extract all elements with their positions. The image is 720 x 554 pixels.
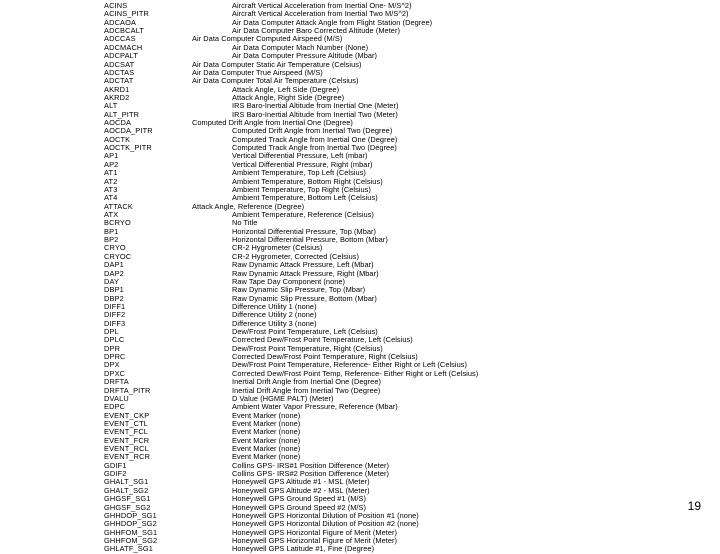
variable-description: Dew/Frost Point Temperature, Left (Celsius) xyxy=(232,327,378,337)
variable-name: ADCCAS xyxy=(104,35,136,44)
variable-name: EVENT_FCL xyxy=(104,428,149,437)
variable-description: Event Marker (none) xyxy=(232,444,301,454)
variable-name: GHALT_SG2 xyxy=(104,486,149,495)
variable-name: DBP2 xyxy=(104,294,124,303)
variable-name: GDIF2 xyxy=(104,470,127,479)
variable-name: ACINS xyxy=(104,2,128,10)
variable-name: DIFF2 xyxy=(104,311,126,320)
variable-name: ADCTAT xyxy=(104,77,134,86)
variable-description: Dew/Frost Point Temperature, Right (Celsius) xyxy=(232,343,383,353)
variable-name: ATX xyxy=(104,210,119,219)
variable-description: Collins GPS- IRS#2 Position Difference (Meter) xyxy=(232,469,390,479)
variable-description: Horizontal Differential Pressure, Top (Mbar) xyxy=(232,226,377,236)
variable-description: Honeywell GPS Altitude #1 - MSL (Meter) xyxy=(232,477,370,487)
variable-description: Honeywell GPS Ground Speed #2 (M/S) xyxy=(232,502,367,512)
variable-name: DAP2 xyxy=(104,269,124,278)
variable-description: Ambient Temperature, Bottom Right (Celsius) xyxy=(232,176,383,186)
variable-description: Ambient Temperature, Bottom Left (Celsius) xyxy=(232,193,378,203)
variable-description: Honeywell GPS Horizontal Dilution of Position #2 (none) xyxy=(232,519,419,529)
variable-name: EVENT_RCL xyxy=(104,445,149,454)
variable-name: AT4 xyxy=(104,194,118,203)
variable-name: AT3 xyxy=(104,185,118,194)
variable-description: Event Marker (none) xyxy=(232,452,301,462)
variable-row xyxy=(104,537,574,545)
variable-description: Raw Dynamic Attack Pressure, Left (Mbar) xyxy=(232,260,374,270)
variable-description: Ambient Temperature, Reference (Celsius) xyxy=(232,209,374,219)
variable-description: Honeywell GPS Altitude #2 - MSL (Meter) xyxy=(232,485,370,495)
variable-description: Honeywell GPS Horizontal Figure of Merit (Meter) xyxy=(232,527,398,537)
variable-description: Raw Tape Day Component (none) xyxy=(232,276,346,286)
variable-row xyxy=(104,211,574,219)
variable-row xyxy=(104,445,574,453)
variable-description: Air Data Computer Static Air Temperature (Celsius) xyxy=(192,59,362,69)
variable-name: DPLC xyxy=(104,336,125,345)
variable-name: EVENT_FCR xyxy=(104,436,150,445)
variable-name: DBP1 xyxy=(104,286,124,295)
variable-description: CR-2 Hygrometer (Celsius) xyxy=(232,243,323,253)
variable-description: D Value (HGME PALT) (Meter) xyxy=(232,393,334,403)
variable-name: ACINS_PITR xyxy=(104,10,150,19)
variable-description: CR-2 Hygrometer, Corrected (Celsius) xyxy=(232,251,360,261)
variable-name: DPRC xyxy=(104,353,126,362)
variable-description: Inertial Drift Angle from Inertial One (Degree) xyxy=(232,377,381,387)
variable-description: Aircraft Vertical Acceleration from Inertial Two M/S^2) xyxy=(232,9,409,19)
variable-name: DRFTA xyxy=(104,378,129,387)
variable-name: CRYOC xyxy=(104,252,132,261)
variable-description: Air Data Computer Baro Corrected Altitude (Meter) xyxy=(232,26,400,36)
variable-name: GHHDOP_SG2 xyxy=(104,520,157,529)
variable-name: BP2 xyxy=(104,236,119,245)
variable-name: DPR xyxy=(104,344,121,353)
variable-description: Air Data Computer Computed Airspeed (M/S) xyxy=(192,34,343,44)
variable-description: Computed Drift Angle from Inertial One (Degree) xyxy=(192,118,353,128)
variable-name: AOCTK_PITR xyxy=(104,144,152,153)
variable-description: Air Data Computer Pressure Altitude (Mbar) xyxy=(232,51,378,61)
variable-description: Event Marker (none) xyxy=(232,418,301,428)
variable-row xyxy=(104,403,574,411)
variable-name: AOCDA_PITR xyxy=(104,127,153,136)
variable-row xyxy=(104,236,574,244)
variable-row xyxy=(104,437,574,445)
variable-name: ADCAOA xyxy=(104,18,137,27)
variable-description: Event Marker (none) xyxy=(232,435,301,445)
variable-description: Air Data Computer Total Air Temperature (Celsius) xyxy=(192,76,359,86)
variable-description: Attack Angle, Reference (Degree) xyxy=(192,201,305,211)
variable-row xyxy=(104,194,574,202)
variable-name: DAP1 xyxy=(104,261,124,270)
variable-description: Corrected Dew/Frost Point Temperature, Left (Celsius) xyxy=(232,335,413,345)
variable-description: Inertial Drift Angle from Inertial Two (Degree) xyxy=(232,385,381,395)
variable-row xyxy=(104,412,574,420)
variable-name: AOCDA xyxy=(104,119,132,128)
variable-name: ALT xyxy=(104,102,118,111)
variable-name: AP1 xyxy=(104,152,119,161)
variable-name: GDIF1 xyxy=(104,461,127,470)
variable-list xyxy=(104,2,574,554)
variable-name: ATTACK xyxy=(104,202,133,211)
variable-description: Vertical Differential Pressure, Left (mbar) xyxy=(232,151,368,161)
variable-description: Honeywell GPS Horizontal Dilution of Position #1 (none) xyxy=(232,510,419,520)
variable-description: No Title xyxy=(232,218,258,228)
variable-description: Difference Utility 3 (none) xyxy=(232,318,317,328)
variable-name: CRYO xyxy=(104,244,126,253)
variable-row xyxy=(104,428,574,436)
variable-description: Ambient Temperature, Top Right (Celsius) xyxy=(232,184,371,194)
variable-row xyxy=(104,77,574,85)
page-number: 19 xyxy=(687,499,701,513)
variable-name: EVENT_RCR xyxy=(104,453,151,462)
variable-row xyxy=(104,295,574,303)
variable-row xyxy=(104,61,574,69)
variable-name: AOCTK xyxy=(104,135,131,144)
variable-description: Ambient Water Vapor Pressure, Reference (Mbar) xyxy=(232,402,398,412)
variable-description: Honeywell GPS Latitude #1, Fine (Degree) xyxy=(232,544,375,554)
variable-description: Honeywell GPS Horizontal Figure of Merit (Meter) xyxy=(232,536,398,545)
variable-name: ADCPALT xyxy=(104,52,139,61)
variable-name: ADCTAS xyxy=(104,68,135,77)
variable-name: DPX xyxy=(104,361,120,370)
variable-name: ALT_PITR xyxy=(104,110,140,119)
variable-name: EVENT_CKP xyxy=(104,411,150,420)
variable-name: DRFTA_PITR xyxy=(104,386,151,395)
variable-row xyxy=(104,387,574,395)
variable-description: IRS Baro-Inertial Altitude from Inertial Two (Meter) xyxy=(232,109,398,119)
variable-name: GHGSF_SG1 xyxy=(104,495,151,504)
variable-name: GHGSF_SG2 xyxy=(104,503,151,512)
variable-description: Dew/Frost Point Temperature, Reference- Either Right or Left (Celsius) xyxy=(232,360,468,370)
variable-description: Computed Track Angle from Inertial One (Degree) xyxy=(232,134,398,144)
variable-description: Air Data Computer Mach Number (None) xyxy=(232,42,369,52)
variable-name: GHHFOM_SG2 xyxy=(104,537,158,545)
variable-name: ADCMACH xyxy=(104,43,143,52)
variable-name: DPL xyxy=(104,328,119,337)
variable-name: AP2 xyxy=(104,160,119,169)
variable-description: Corrected Dew/Frost Point Temp, Reference- Either Right or Left (Celsius) xyxy=(232,368,479,378)
variable-name: DPXC xyxy=(104,369,126,378)
variable-description: Air Data Computer True Airspeed (M/S) xyxy=(192,67,323,77)
variable-description: Horizontal Differential Pressure, Bottom (Mbar) xyxy=(232,235,388,245)
variable-name: ADCBCALT xyxy=(104,27,145,36)
variable-description: Ambient Temperature, Top Left (Celsius) xyxy=(232,168,366,178)
variable-description: Raw Dynamic Slip Pressure, Top (Mbar) xyxy=(232,285,366,295)
variable-name: EDPC xyxy=(104,403,126,412)
variable-row xyxy=(104,420,574,428)
variable-description: Raw Dynamic Attack Pressure, Right (Mbar) xyxy=(232,268,379,278)
variable-name: DVALU xyxy=(104,394,129,403)
variable-name: DIFF1 xyxy=(104,302,126,311)
variable-description: IRS Baro-Inertial Altitude from Inertial One (Meter) xyxy=(232,101,399,111)
variable-description: Computed Drift Angle from Inertial Two (Degree) xyxy=(232,126,393,136)
variable-name: GHHDOP_SG1 xyxy=(104,511,157,520)
variable-name: GHALT_SG1 xyxy=(104,478,149,487)
variable-row xyxy=(104,311,574,319)
variable-name: AT2 xyxy=(104,177,118,186)
variable-name: ADCSAT xyxy=(104,60,135,69)
variable-description: Difference Utility 2 (none) xyxy=(232,310,317,320)
variable-name: AKRD2 xyxy=(104,93,130,102)
variable-description: Honeywell GPS Ground Speed #1 (M/S) xyxy=(232,494,367,504)
variable-description: Vertical Differential Pressure, Right (mbar) xyxy=(232,159,373,169)
variable-name: GHLATF_SG1 xyxy=(104,545,154,554)
variable-description: Event Marker (none) xyxy=(232,427,301,437)
variable-row xyxy=(104,303,574,311)
variable-description: Event Marker (none) xyxy=(232,410,301,420)
variable-description: Raw Dynamic Slip Pressure, Bottom (Mbar) xyxy=(232,293,377,303)
variable-name: AKRD1 xyxy=(104,85,130,94)
variable-description: Difference Utility 1 (none) xyxy=(232,301,317,311)
variable-description: Collins GPS- IRS#1 Position Difference (Meter) xyxy=(232,460,390,470)
variable-description: Attack Angle, Left Side (Degree) xyxy=(232,84,340,94)
variable-name: AT1 xyxy=(104,169,118,178)
variable-description: Attack Angle, Right Side (Degree) xyxy=(232,92,345,102)
variable-name: BCRYO xyxy=(104,219,131,228)
variable-name: GHHFOM_SG1 xyxy=(104,528,158,537)
variable-name: DIFF3 xyxy=(104,319,126,328)
variable-description: Air Data Computer Attack Angle from Flight Station (Degree) xyxy=(232,17,433,27)
variable-name: DAY xyxy=(104,277,120,286)
variable-name: BP1 xyxy=(104,227,119,236)
variable-row xyxy=(104,545,574,553)
variable-description: Aircraft Vertical Acceleration from Inertial One- M/S^2) xyxy=(232,1,412,10)
variable-description: Computed Track Angle from Inertial Two (Degree) xyxy=(232,143,397,153)
variable-description: Corrected Dew/Frost Point Temperature, Right (Celsius) xyxy=(232,352,418,362)
variable-name: EVENT_CTL xyxy=(104,419,149,428)
